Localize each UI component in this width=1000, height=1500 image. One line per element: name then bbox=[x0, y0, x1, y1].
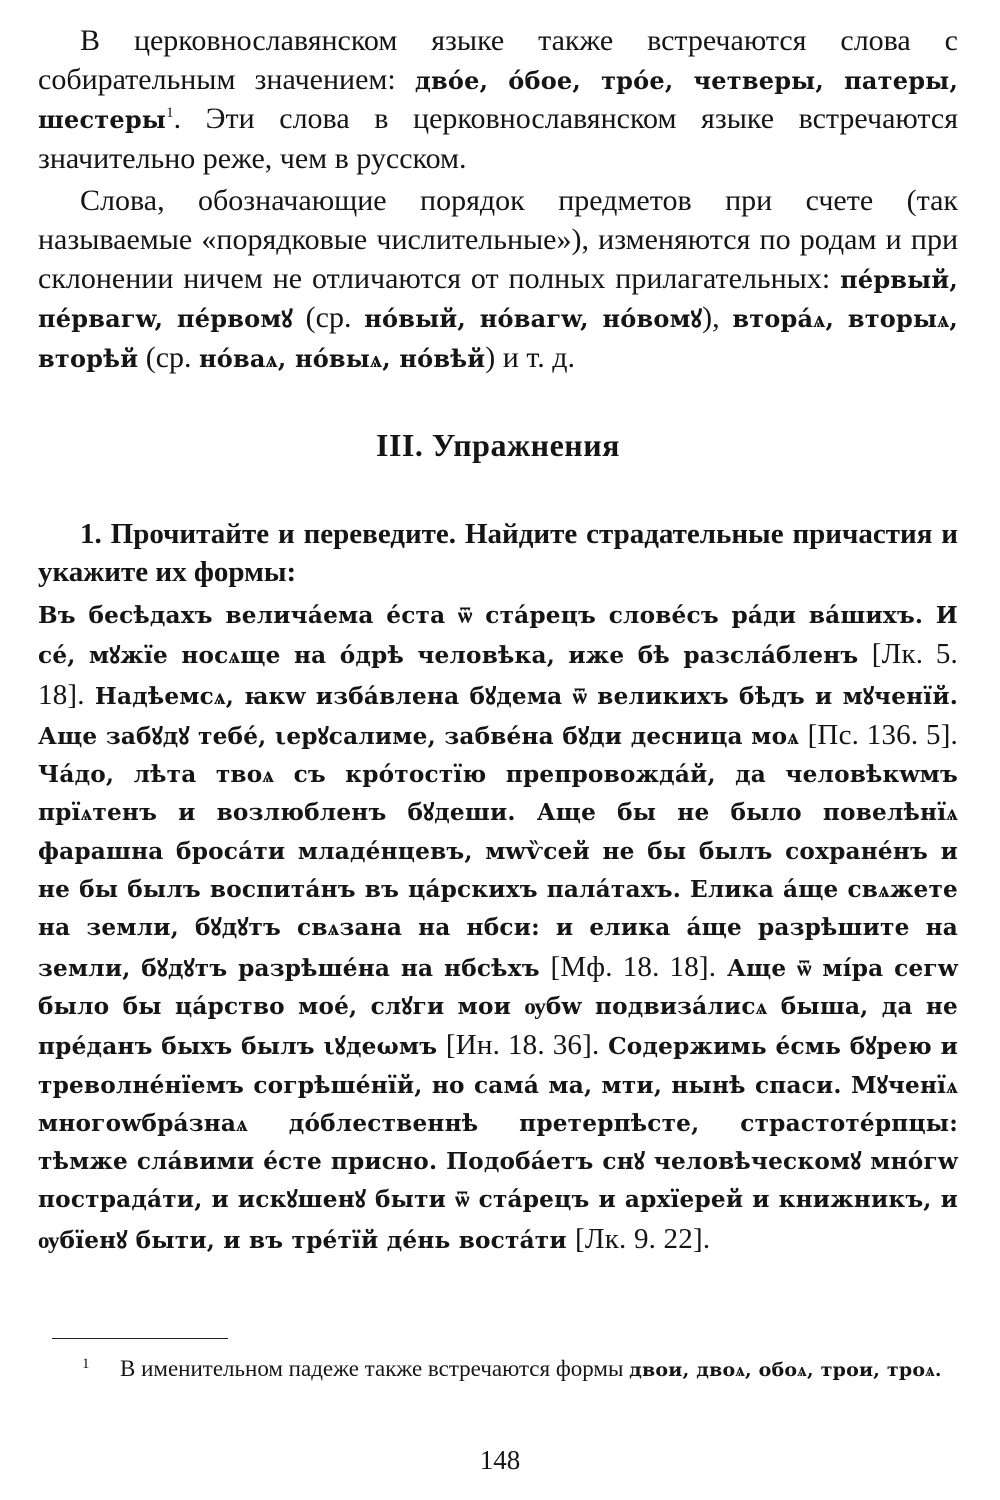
paragraph-text: (ср. bbox=[138, 340, 200, 374]
church-slavonic-words: вторáѧ, вторыѧ, вторѣй bbox=[38, 304, 958, 373]
section-title: III. Упражнения bbox=[376, 427, 620, 464]
paragraph-text: (ср. bbox=[292, 301, 365, 335]
church-slavonic-words: пéрвый, пéрвагw, пéрвомꙋ bbox=[38, 264, 958, 334]
church-slavonic-text: Надѣемсѧ, ꙗкw избáвлена бꙋдема ѿ великихъ бѣдъ и мꙋченїй. Аще забꙋдꙋ тебé, ιерꙋсалиме, забвéна бꙋди десница моѧ bbox=[38, 682, 958, 750]
footnote-marker: 1 bbox=[166, 105, 174, 122]
bible-reference: [Мф. 18. 18]. bbox=[550, 950, 717, 983]
footnote: 1 В именительном падеже также встречаются формы двои, двоѧ, обоѧ, трои, троѧ. bbox=[82, 1356, 942, 1381]
church-slavonic-words: нóваѧ, нóвыѧ, нóвѣй bbox=[199, 343, 486, 373]
bible-reference: [Лк. 5. 18]. bbox=[38, 638, 958, 711]
church-slavonic-text: Чáдо, лѣта твоѧ съ крóтостїю препровождáй, да человѣкwмъ прїѧтенъ и возлюбленъ бꙋдеши. Аще бы не было повелѣнїѧ фарашна бросáти младéнцевъ, мwѷсей не бы былъ сохранéнъ и не бы былъ воспитáнъ въ цáрскихъ палáтахъ. Елика áще свѧжете на земли, бꙋдꙋтъ свѧзана на нбси: и елика áще разрѣшите на земли, бꙋдꙋтъ разрѣшéна на нбсѣхъ bbox=[38, 761, 958, 982]
paragraph-text: ) и т. д. bbox=[485, 340, 575, 374]
church-slavonic-text: Въ бесѣдахъ величáема éста ѿ стáрецъ словéсъ рáди вáшихъ. И сé, мꙋжїе носѧще на óдрѣ человѣка, иже бѣ разслáбленъ bbox=[38, 601, 958, 670]
paragraph-collective-numerals bbox=[38, 22, 958, 178]
page-text bbox=[38, 22, 958, 1260]
exercise-text bbox=[38, 597, 958, 1260]
church-slavonic-text: Аще ѿ мíра сегw было бы цáрство моé, слꙋги мои ѹбw подвизáлисѧ быша, да не прéданъ быхъ былъ ιꙋдеωмъ bbox=[38, 954, 958, 1061]
footnote-text: В именительном падеже также встречаются формы bbox=[120, 1356, 630, 1381]
bible-reference: [Ин. 18. 36]. bbox=[445, 1029, 600, 1062]
paragraph-ordinal-numerals bbox=[38, 182, 958, 378]
paragraph-text: . Эти слова в церковнославянском языке встречаются значительно реже, чем в русском. bbox=[38, 102, 958, 175]
paragraph-text: Слова, обозначающие порядок предметов при счете (так называемые «порядковые числительные»), изменяются по родам и при склонении ничем не отличаются от полных прилагательных: bbox=[38, 184, 958, 295]
paragraph-text: ), bbox=[702, 301, 733, 335]
exercise-title: 1. Прочитайте и переведите. Найдите страдательные причастия и укажите их формы: bbox=[38, 517, 958, 588]
church-slavonic-words: двои, двоѧ, обоѧ, трои, троѧ. bbox=[629, 1359, 942, 1381]
footnote-divider bbox=[52, 1338, 228, 1339]
church-slavonic-words: двóе, óбое, трóе, четверы, патеры, шестеры bbox=[38, 65, 958, 135]
bible-reference: [Пс. 136. 5]. bbox=[807, 718, 958, 751]
church-slavonic-words: нóвый, нóвагw, нóвомꙋ bbox=[364, 304, 703, 334]
bible-reference: [Лк. 9. 22]. bbox=[575, 1222, 711, 1255]
page-number: 148 bbox=[479, 1445, 521, 1475]
paragraph-text: В церковнославянском языке также встречаются слова с собирательным значением: bbox=[38, 24, 958, 96]
church-slavonic-text: Содержимь éсмь бꙋрею и треволнéнїемъ согрѣшéнїй, но самá ма, мти, нынѣ спаси. Мꙋченїѧ многоwбрáзнаѧ дóблественнѣ претерпѣсте, страстотéрпцы: тѣмже слáвими éсте присно. Подобáетъ снꙋ человѣческомꙋ мнóгw пострадáти, и искꙋшенꙋ быти ѿ стáрецъ и архїерей и книжникъ, и ѹбїенꙋ быти, и въ трéтїй дéнь востáти bbox=[38, 1033, 958, 1254]
